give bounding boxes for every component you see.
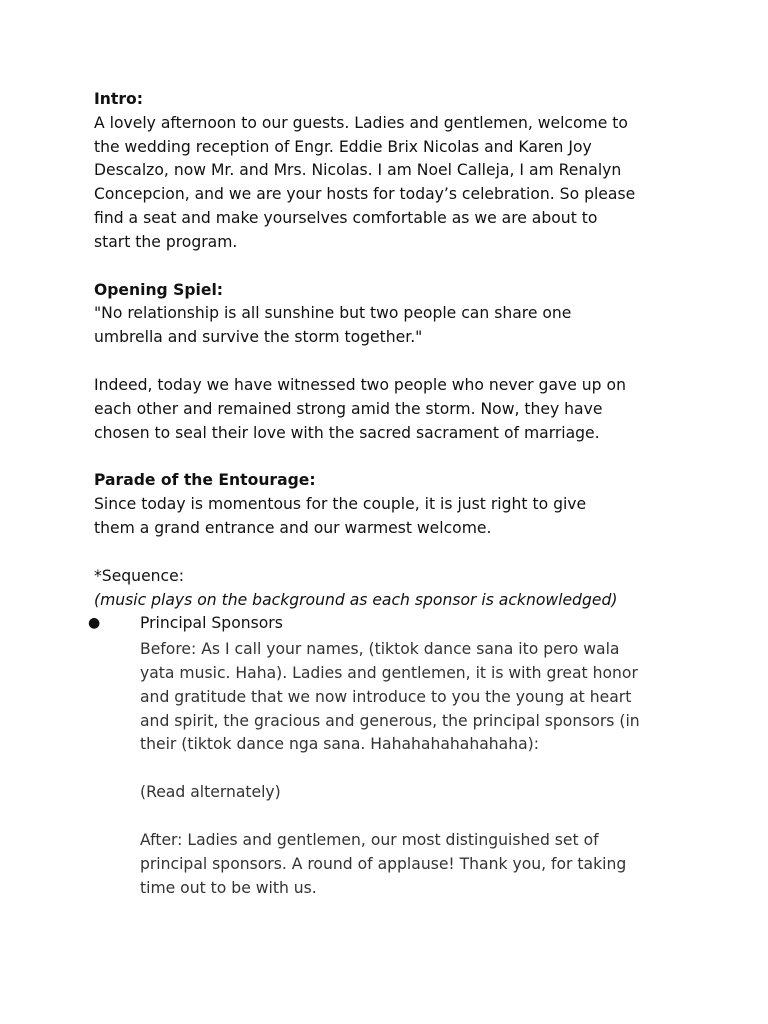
text-line: After: Ladies and gentlemen, our most distinguished set of <box>140 830 599 849</box>
music-note: (music plays on the background as each sponsor is acknowledged) <box>94 590 618 609</box>
text-line: principal sponsors. A round of applause! Thank you, for taking <box>140 854 627 873</box>
text-line: time out to be with us. <box>140 878 317 897</box>
text-line: A lovely afternoon to our guests. Ladies and gentlemen, welcome to <box>94 113 628 132</box>
text-line: chosen to seal their love with the sacred sacrament of marriage. <box>94 423 600 442</box>
text-line: start the program. <box>94 232 238 251</box>
text-line: yata music. Haha). Ladies and gentlemen, it is with great honor <box>140 663 638 682</box>
parade-paragraph <box>94 493 674 541</box>
text-line: Indeed, today we have witnessed two people who never gave up on <box>94 375 626 394</box>
before-paragraph <box>94 638 674 757</box>
text-line: Concepcion, and we are your hosts for today’s celebration. So please <box>94 185 636 204</box>
text-line: them a grand entrance and our warmest welcome. <box>94 518 492 537</box>
opening-spiel-heading: Opening Spiel: <box>94 280 224 299</box>
bullet-label: Principal Sponsors <box>140 614 283 633</box>
text-line: Before: As I call your names, (tiktok dance sana ito pero wala <box>140 640 620 659</box>
text-line: Descalzo, now Mr. and Mrs. Nicolas. I am Noel Calleja, I am Renalyn <box>94 161 622 180</box>
intro-heading: Intro: <box>94 90 143 108</box>
sequence-label: *Sequence: <box>94 566 184 585</box>
text-line: and gratitude that we now introduce to you the young at heart <box>140 687 632 706</box>
read-alternately-note: (Read alternately) <box>140 783 281 802</box>
intro-paragraph <box>94 112 674 255</box>
text-line: "No relationship is all sunshine but two people can share one <box>94 304 572 323</box>
document-page <box>88 88 674 900</box>
text-line: umbrella and survive the storm together." <box>94 328 423 347</box>
opening-quote <box>94 302 674 350</box>
bullet-principal-sponsors <box>88 612 674 636</box>
parade-heading: Parade of the Entourage: <box>94 471 316 490</box>
opening-body <box>94 374 674 445</box>
text-line: their (tiktok dance nga sana. Hahahahahahahaha): <box>140 735 539 754</box>
text-line: the wedding reception of Engr. Eddie Brix Nicolas and Karen Joy <box>94 137 592 156</box>
bullet-dot-icon: ● <box>88 615 101 632</box>
text-line: and spirit, the gracious and generous, the principal sponsors (in <box>140 711 640 730</box>
after-paragraph <box>94 829 674 900</box>
text-line: Since today is momentous for the couple, it is just right to give <box>94 495 587 514</box>
text-line: find a seat and make yourselves comfortable as we are about to <box>94 208 598 227</box>
text-line: each other and remained strong amid the storm. Now, they have <box>94 399 603 418</box>
